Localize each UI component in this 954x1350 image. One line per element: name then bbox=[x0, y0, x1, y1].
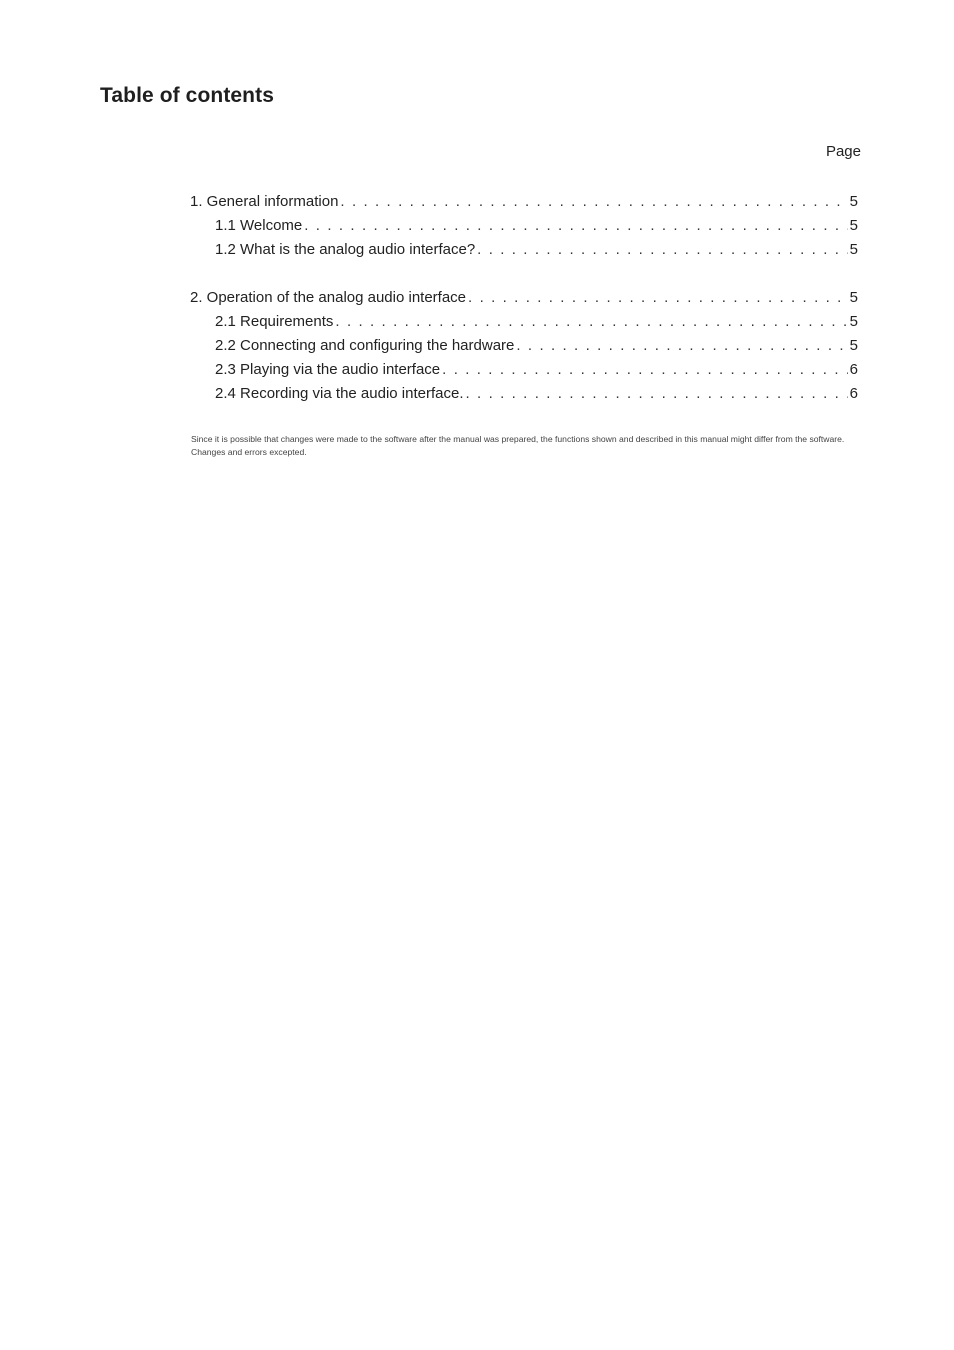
toc-entry-label: 1. General information bbox=[190, 193, 339, 210]
toc-entry[interactable] bbox=[190, 358, 858, 382]
toc-group-1 bbox=[190, 190, 858, 262]
toc-entry[interactable] bbox=[190, 382, 858, 406]
toc-entry-page: 5 bbox=[849, 289, 858, 306]
toc-entry[interactable] bbox=[190, 190, 858, 214]
toc-entry[interactable] bbox=[190, 238, 858, 262]
toc-leader-dots bbox=[340, 190, 847, 214]
toc-entry[interactable] bbox=[190, 310, 858, 334]
toc-entry-page: 6 bbox=[849, 385, 858, 402]
toc-entry-label: 1.2 What is the analog audio interface? bbox=[215, 241, 476, 258]
toc-entry-label: 2.3 Playing via the audio interface bbox=[215, 361, 441, 378]
toc-entry[interactable] bbox=[190, 286, 858, 310]
toc-entry-label: 1.1 Welcome bbox=[215, 217, 303, 234]
toc-leader-dots bbox=[466, 382, 848, 406]
toc-entry-page: 5 bbox=[849, 193, 858, 210]
toc-group-2 bbox=[190, 286, 858, 406]
toc-entry-label: 2.1 Requirements bbox=[215, 313, 334, 330]
toc-leader-dots bbox=[468, 286, 848, 310]
toc-leader-dots bbox=[335, 310, 847, 334]
toc-entry[interactable] bbox=[190, 334, 858, 358]
toc-entry-page: 6 bbox=[849, 361, 858, 378]
toc-entry-label: 2.4 Recording via the audio interface. bbox=[215, 385, 464, 402]
toc-entry-label: 2.2 Connecting and configuring the hardware bbox=[215, 337, 515, 354]
toc-entry-page: 5 bbox=[849, 241, 858, 258]
disclaimer-note: Since it is possible that changes were made to the software after the manual was prepared, the functions shown and described in this manual might differ from the software. Changes and errors excepted. bbox=[191, 434, 845, 457]
toc-entry[interactable] bbox=[190, 214, 858, 238]
table-of-contents bbox=[190, 190, 858, 430]
toc-leader-dots bbox=[477, 238, 847, 262]
toc-leader-dots bbox=[304, 214, 847, 238]
toc-entry-page: 5 bbox=[849, 217, 858, 234]
page-title: Table of contents bbox=[100, 84, 274, 107]
toc-entry-page: 5 bbox=[849, 313, 858, 330]
toc-leader-dots bbox=[516, 334, 847, 358]
toc-leader-dots bbox=[442, 358, 848, 382]
toc-entry-page: 5 bbox=[849, 337, 858, 354]
toc-entry-label: 2. Operation of the analog audio interface bbox=[190, 289, 467, 306]
page-column-label: Page bbox=[825, 143, 861, 160]
